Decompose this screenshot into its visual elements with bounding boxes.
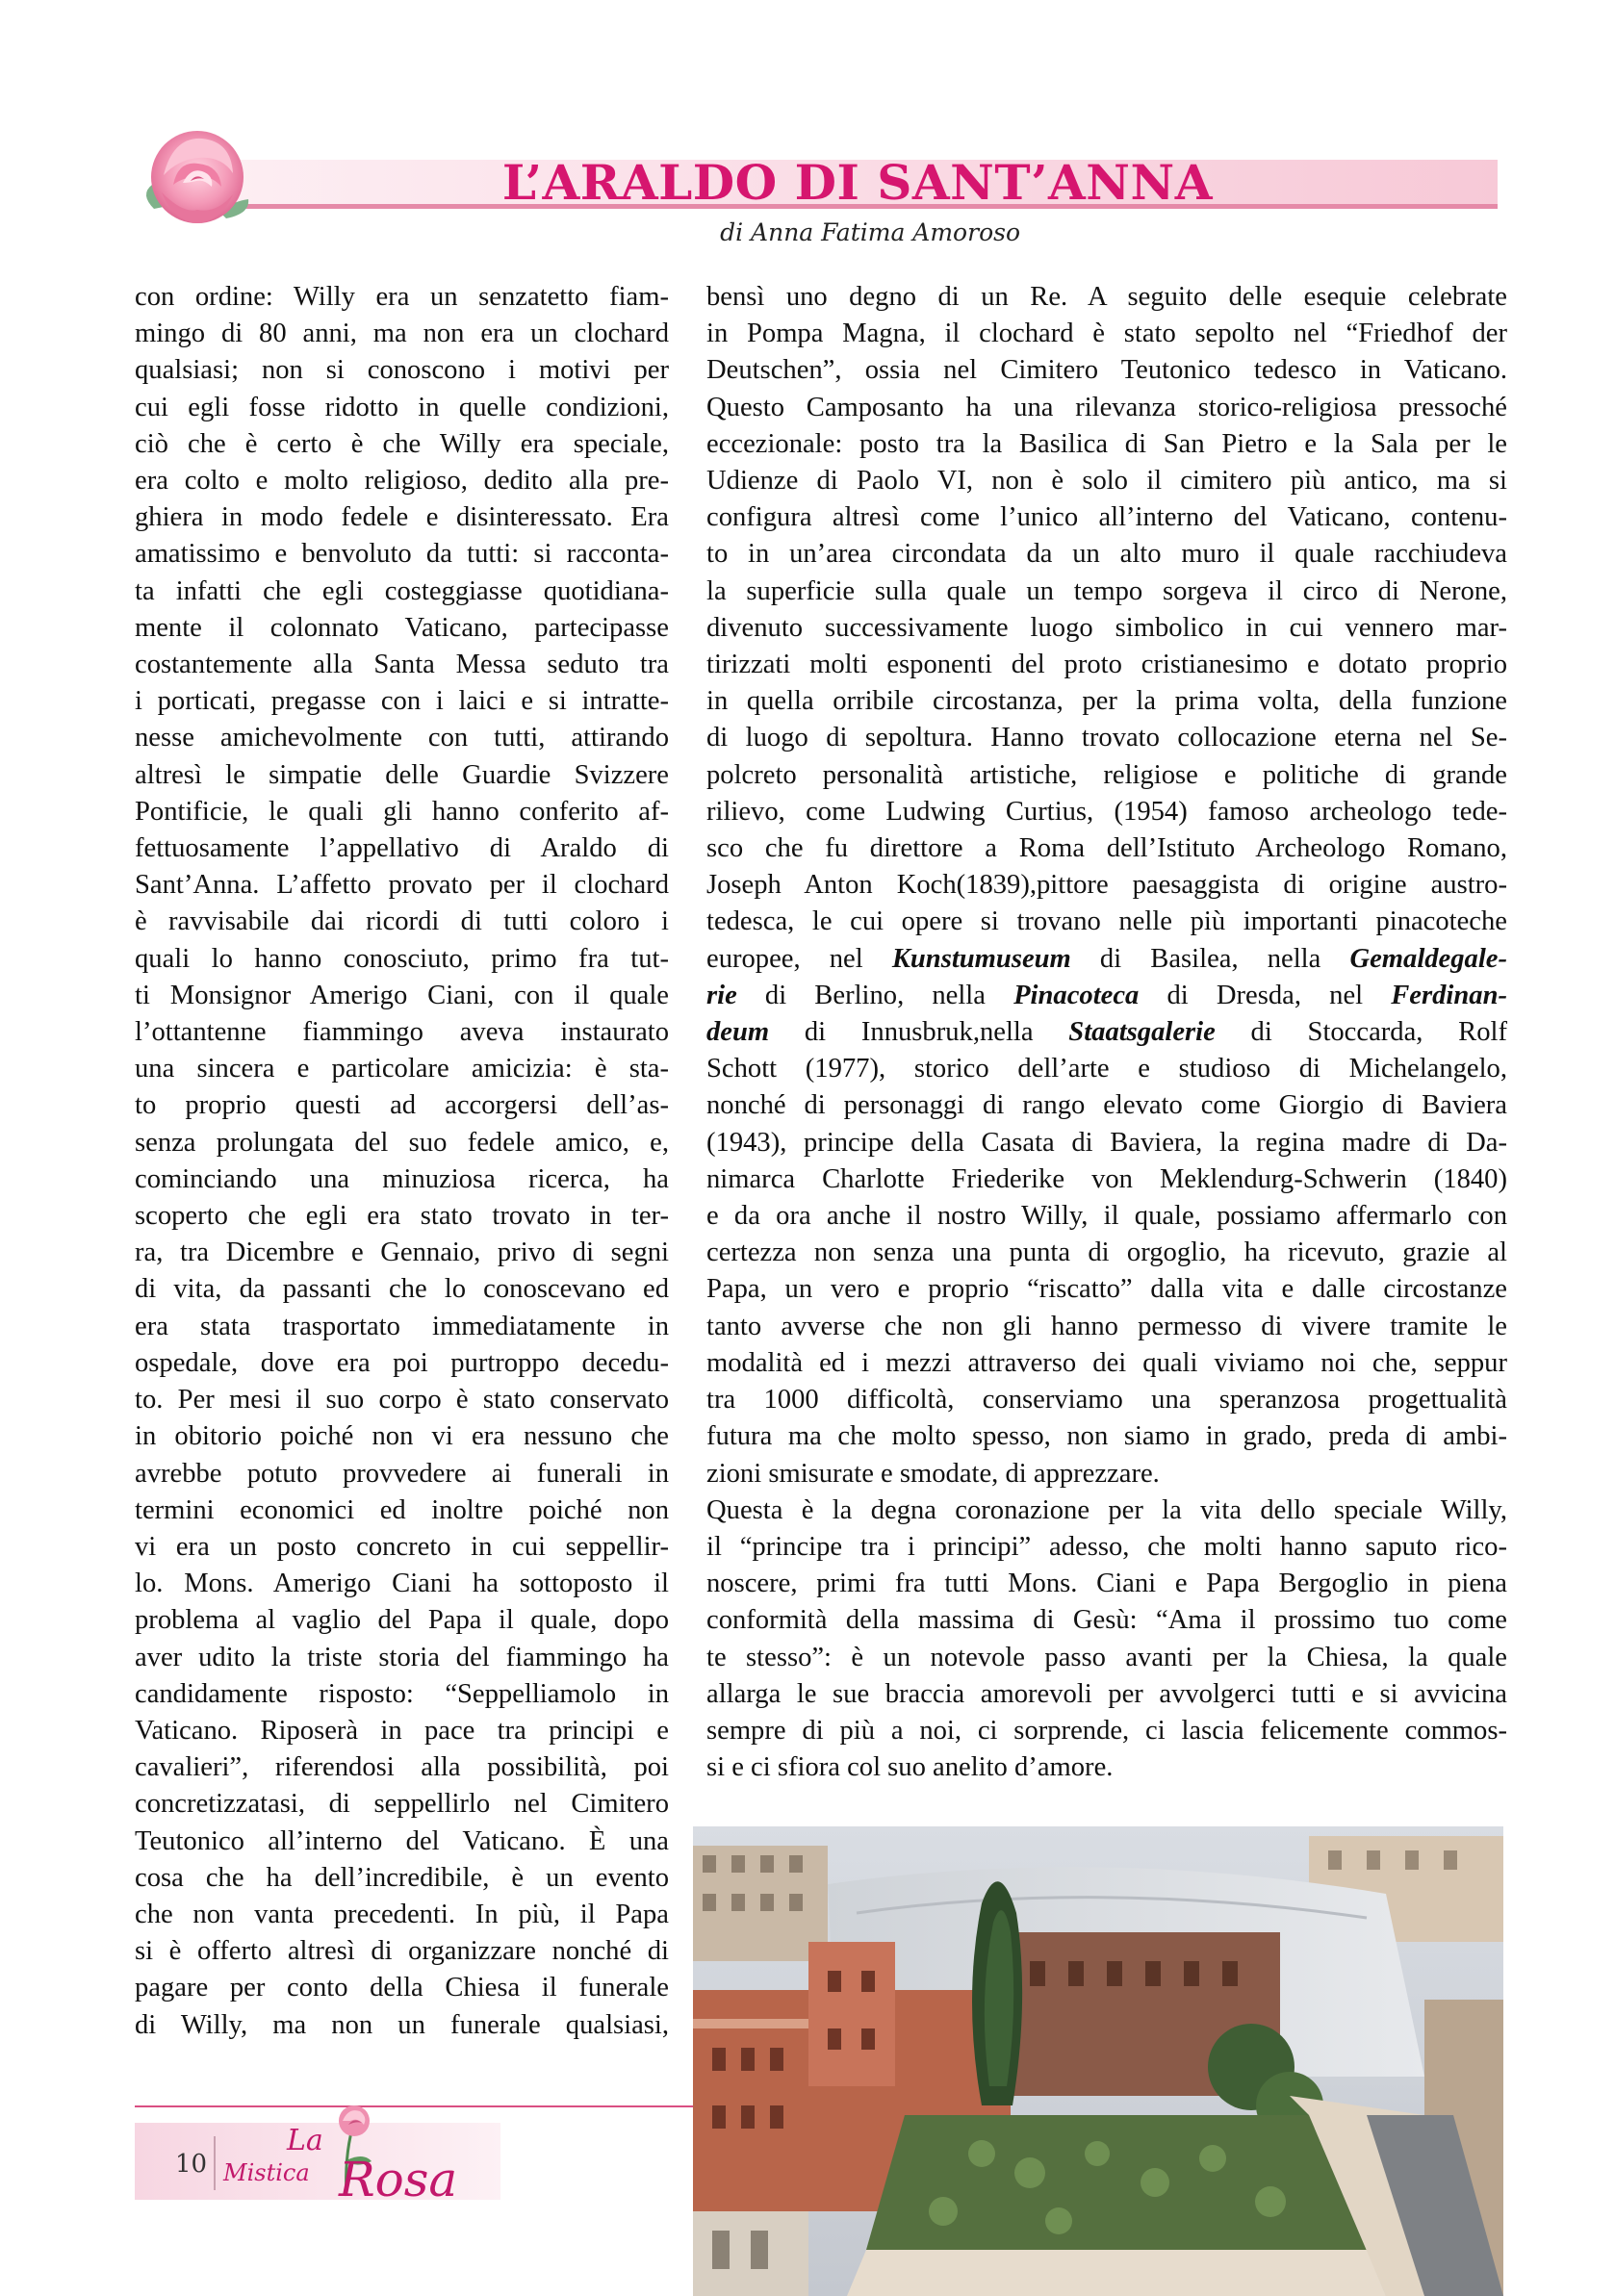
- text-line: sco che fu direttore a Roma dell’Istituto Archeologo Romano,: [706, 833, 1507, 864]
- text-line: to. Per mesi il suo corpo è stato conservato: [135, 1385, 669, 1416]
- text-line: in Pompa Magna, il clochard è stato sepolto nel “Friedhof der: [706, 319, 1507, 349]
- text-line: il “principe tra i principi” adesso, che molti hanno saputo rico-: [706, 1531, 1507, 1562]
- text-line: senza prolungata del suo fedele amico, e,: [135, 1127, 669, 1158]
- text-line: e da ora anche il nostro Willy, il quale, possiamo affermarlo con: [706, 1201, 1507, 1232]
- text-line: candidamente risposto: “Seppelliamolo in: [135, 1678, 669, 1709]
- text-line: ti Monsignor Amerigo Ciani, con il quale: [135, 980, 669, 1010]
- text-line: ta infatti che egli costeggiasse quotidiana-: [135, 575, 669, 606]
- footer-divider: [214, 2136, 216, 2190]
- text-line: futura ma che molto spesso, non siamo in grado, preda di ambi-: [706, 1421, 1507, 1452]
- text-line: Questa è la degna coronazione per la vita dello speciale Willy,: [706, 1494, 1507, 1525]
- text-line: ospedale, dove era poi purtroppo decedu-: [135, 1347, 669, 1378]
- text-line: conformità della massima di Gesù: “Ama il prossimo tuo come: [706, 1605, 1507, 1636]
- text-line: in quella orribile circostanza, per la prima volta, della funzione: [706, 686, 1507, 717]
- text-line: te stesso”: è un notevole passo avanti per la Chiesa, la quale: [706, 1642, 1507, 1672]
- text-line: cosa che ha dell’incredibile, è un evento: [135, 1862, 669, 1893]
- text-line: certezza non senza una punta di orgoglio, ha ricevuto, grazie al: [706, 1237, 1507, 1268]
- text-line: divenuto successivamente luogo simbolico in cui vennero mar-: [706, 612, 1507, 643]
- text-line: Schott (1977), storico dell’arte e studioso di Michelangelo,: [706, 1054, 1507, 1084]
- text-line: Vaticano. Riposerà in pace tra principi e: [135, 1715, 669, 1746]
- text-line: scoperto che egli era stato trovato in ter-: [135, 1201, 669, 1232]
- museum-name: Staatsgalerie: [1068, 1017, 1216, 1048]
- museum-name: rie: [706, 980, 737, 1010]
- museum-name: Pinacoteca: [1013, 980, 1140, 1010]
- text-line: rilievo, come Ludwing Curtius, (1954) famoso archeologo tede-: [706, 796, 1507, 827]
- text-line: allarga le sue braccia amorevoli per avvolgerci tutti e si avvicina: [706, 1678, 1507, 1709]
- text-line: tirizzati molti esponenti del proto cristianesimo e dotato proprio: [706, 650, 1507, 680]
- text-line: Teutonico all’interno del Vaticano. È una: [135, 1825, 669, 1856]
- text-line: Sant’Anna. L’affetto provato per il clochard: [135, 870, 669, 901]
- text-line: bensì uno degno di un Re. A seguito delle esequie celebrate: [706, 282, 1507, 312]
- text-line: tra 1000 difficoltà, conserviamo una speranzosa progettualità: [706, 1385, 1507, 1416]
- text-line: si e ci sfiora col suo anelito d’amore.: [706, 1752, 1114, 1783]
- text-line: vi era un posto concreto in cui seppellir-: [135, 1531, 669, 1562]
- text-line: Udienze di Paolo VI, non è solo il cimitero più antico, ma si: [706, 466, 1507, 497]
- text-line: rie di Berlino, nella Pinacoteca di Dresda, nel Ferdinan-: [706, 980, 1507, 1010]
- text-line: cominciando una minuziosa ricerca, ha: [135, 1163, 669, 1194]
- text-line: che non vanta precedenti. In più, il Papa: [135, 1899, 669, 1929]
- text-line: europee, nel Kunstumuseum di Basilea, nella Gemaldegale-: [706, 943, 1507, 974]
- text-line: di vita, da passanti che lo conoscevano ed: [135, 1274, 669, 1305]
- page-number: 10: [175, 2150, 208, 2179]
- text-line: termini economici ed inoltre poiché non: [135, 1494, 669, 1525]
- text-line: l’ottantenne fiammingo aveva instaurato: [135, 1017, 669, 1048]
- text-line: Deutschen”, ossia nel Cimitero Teutonico tedesco in Vaticano.: [706, 355, 1507, 386]
- museum-name: Gemaldegale-: [1349, 943, 1507, 974]
- text-line: altresì le simpatie delle Guardie Svizzere: [135, 759, 669, 790]
- text-line: qualsiasi; non si conoscono i motivi per: [135, 355, 669, 386]
- text-line: problema al vaglio del Papa il quale, dopo: [135, 1605, 669, 1636]
- text-line: Pontificie, le quali gli hanno conferito af-: [135, 796, 669, 827]
- logo-text-la: La: [287, 2124, 323, 2157]
- page-title: L’ARALDO DI SANT’ANNA: [501, 154, 1213, 211]
- rose-icon: [135, 117, 260, 242]
- text-line: polcreto personalità artistiche, religiose e politiche di grande: [706, 759, 1507, 790]
- museum-name: deum: [706, 1017, 770, 1048]
- article-column-right: [706, 279, 1507, 1786]
- logo-text-mistica: Mistica: [223, 2159, 310, 2186]
- text-line: mente il colonnato Vaticano, partecipasse: [135, 612, 669, 643]
- text-line: tedesca, le cui opere si trovano nelle più importanti pinacoteche: [706, 906, 1507, 937]
- text-line: in obitorio poiché non vi era nessuno che: [135, 1421, 669, 1452]
- text-line: zioni smisurate e smodate, di apprezzare.: [706, 1458, 1160, 1489]
- article-column-left: [135, 279, 669, 2044]
- text-line: to in un’area circondata da un alto muro il quale racchiudeva: [706, 539, 1507, 570]
- text-line: era colto e molto religioso, dedito alla pre-: [135, 466, 669, 497]
- museum-name: Kunstumuseum: [891, 943, 1071, 974]
- text-line: è ravvisabile dai ricordi di tutti coloro i: [135, 906, 669, 937]
- text-line: Joseph Anton Koch(1839),pittore paesaggista di origine austro-: [706, 870, 1507, 901]
- text-line: noscere, primi fra tutti Mons. Ciani e Papa Bergoglio in piena: [706, 1569, 1507, 1599]
- text-line: configura altresì come l’unico all’interno del Vaticano, contenu-: [706, 502, 1507, 533]
- text-line: era stata trasportato immediatamente in: [135, 1311, 669, 1341]
- logo-text-rosa: Rosa: [339, 2152, 458, 2206]
- text-line: nonché di personaggi di rango elevato come Giorgio di Baviera: [706, 1090, 1507, 1121]
- text-line: ghiera in modo fedele e disinteressato. Era: [135, 502, 669, 533]
- text-line: tanto avverse che non gli hanno permesso di vivere tramite le: [706, 1311, 1507, 1341]
- text-line: nimarca Charlotte Friederike von Meklendurg-Schwerin (1840): [706, 1163, 1507, 1194]
- text-line: Questo Camposanto ha una rilevanza storico-religiosa pressoché: [706, 392, 1507, 422]
- text-line: amatissimo e benvoluto da tutti: si racconta-: [135, 539, 669, 570]
- text-line: di luogo di sepoltura. Hanno trovato collocazione eterna nel Se-: [706, 723, 1507, 753]
- text-line: avrebbe potuto provvedere ai funerali in: [135, 1458, 669, 1489]
- text-line: Papa, un vero e proprio “riscatto” dalla vita e dalle circostanze: [706, 1274, 1507, 1305]
- text-line: modalità ed i mezzi attraverso dei quali viviamo noi che, seppur: [706, 1347, 1507, 1378]
- text-line: deum di Innusbruk,nella Staatsgalerie di Stoccarda, Rolf: [706, 1017, 1507, 1048]
- author-byline: di Anna Fatima Amoroso: [720, 218, 1020, 246]
- text-line: (1943), principe della Casata di Baviera, la regina madre di Da-: [706, 1127, 1507, 1158]
- museum-name: Ferdinan-: [1391, 980, 1507, 1010]
- text-line: sempre di più a noi, ci sorprende, ci lascia felicemente commos-: [706, 1715, 1507, 1746]
- text-line: di Willy, ma non un funerale qualsiasi,: [135, 2009, 669, 2040]
- text-line: mingo di 80 anni, ma non era un clochard: [135, 319, 669, 349]
- text-line: si è offerto altresì di organizzare nonché di: [135, 1936, 669, 1967]
- text-line: i porticati, pregasse con i laici e si intratte-: [135, 686, 669, 717]
- text-line: aver udito la triste storia del fiammingo ha: [135, 1642, 669, 1672]
- cemetery-photo: [693, 1826, 1503, 2296]
- text-line: una sincera e particolare amicizia: è sta-: [135, 1054, 669, 1084]
- text-line: cavalieri”, riferendosi alla possibilità, poi: [135, 1752, 669, 1783]
- text-line: lo. Mons. Amerigo Ciani ha sottoposto il: [135, 1569, 669, 1599]
- text-line: nesse amichevolmente con tutti, attirando: [135, 723, 669, 753]
- text-line: ra, tra Dicembre e Gennaio, privo di segni: [135, 1237, 669, 1268]
- text-line: cui egli fosse ridotto in quelle condizioni,: [135, 392, 669, 422]
- text-line: eccezionale: posto tra la Basilica di San Pietro e la Sala per le: [706, 428, 1507, 459]
- text-line: con ordine: Willy era un senzatetto fiam-: [135, 282, 669, 312]
- text-line: costantemente alla Santa Messa seduto tra: [135, 650, 669, 680]
- text-line: to proprio questi ad accorgersi dell’as-: [135, 1090, 669, 1121]
- text-line: la superficie sulla quale un tempo sorgeva il circo di Nerone,: [706, 575, 1507, 606]
- text-line: pagare per conto della Chiesa il funerale: [135, 1973, 669, 2003]
- text-line: concretizzatasi, di seppellirlo nel Cimitero: [135, 1789, 669, 1820]
- magazine-logo: [219, 2100, 508, 2206]
- text-line: ciò che è certo è che Willy era speciale,: [135, 428, 669, 459]
- text-line: fettuosamente l’appellativo di Araldo di: [135, 833, 669, 864]
- text-line: quali lo hanno conosciuto, primo fra tut-: [135, 943, 669, 974]
